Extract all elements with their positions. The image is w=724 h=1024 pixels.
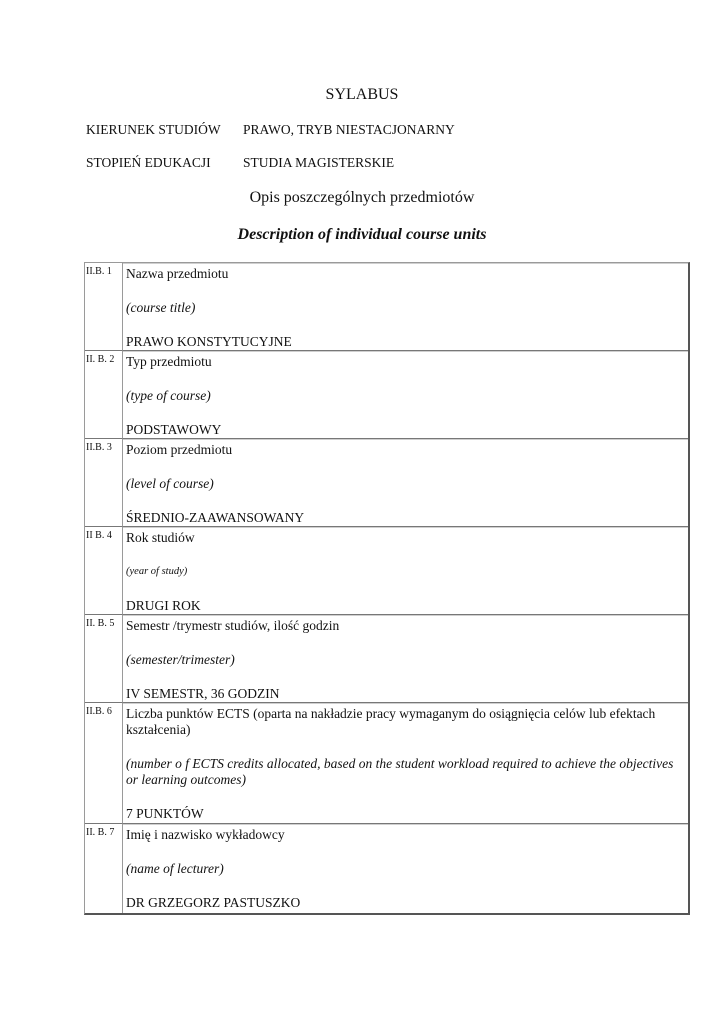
row-body (123, 439, 688, 527)
table-row (85, 824, 688, 913)
table-row (85, 527, 688, 615)
row-label-en: (name of lecturer) (126, 861, 224, 876)
row-label-en: (number o f ECTS credits allocated, based on the student workload required to achieve the objectives or learning outcomes) (126, 756, 674, 787)
row-label-pl: Typ przedmiotu (126, 354, 212, 369)
document-title: SYLABUS (325, 86, 399, 103)
table-row (85, 439, 688, 527)
row-value: 7 PUNKTÓW (126, 806, 204, 821)
field-of-study-label: KIERUNEK STUDIÓW (86, 122, 221, 137)
row-label-en: (year of study) (126, 566, 188, 577)
row-body (123, 351, 688, 439)
row-value: PODSTAWOWY (126, 422, 222, 437)
subtitle-english: Description of individual course units (237, 226, 487, 243)
row-value: DRUGI ROK (126, 598, 201, 613)
row-body (123, 615, 688, 703)
field-of-study-value: PRAWO, TRYB NIESTACJONARNY (243, 122, 455, 137)
row-label-pl: Imię i nazwisko wykładowcy (126, 827, 285, 842)
row-code: II. B. 2 (85, 351, 123, 439)
row-label-en: (course title) (126, 300, 196, 315)
row-code: II.B. 1 (85, 263, 123, 351)
row-body (123, 263, 688, 351)
row-label-en: (level of course) (126, 476, 214, 491)
row-code: II.B. 3 (85, 439, 123, 527)
row-body (123, 527, 688, 615)
row-body (123, 703, 688, 824)
row-label-pl: Poziom przedmiotu (126, 442, 233, 457)
education-level-label: STOPIEŃ EDUKACJI (86, 155, 211, 170)
syllabus-table (84, 262, 690, 915)
table-row (85, 703, 688, 824)
subtitle-polish: Opis poszczególnych przedmiotów (249, 189, 475, 206)
row-value: IV SEMESTR, 36 GODZIN (126, 686, 280, 701)
row-value: DR GRZEGORZ PASTUSZKO (126, 895, 301, 910)
row-code: II. B. 7 (85, 824, 123, 913)
table-row (85, 615, 688, 703)
row-code: II B. 4 (85, 527, 123, 615)
row-code: II. B. 5 (85, 615, 123, 703)
education-level-line (86, 155, 394, 171)
row-body (123, 824, 688, 913)
row-label-pl: Nazwa przedmiotu (126, 266, 229, 281)
field-of-study-line (86, 122, 455, 138)
table-row (85, 263, 688, 351)
row-value: PRAWO KONSTYTUCYJNE (126, 334, 292, 349)
row-label-en: (semester/trimester) (126, 652, 235, 667)
row-label-pl: Rok studiów (126, 530, 195, 545)
row-label-en: (type of course) (126, 388, 211, 403)
row-label-pl: Liczba punktów ECTS (oparta na nakładzie pracy wymaganym do osiągnięcia celów lub efektach kształcenia) (126, 706, 656, 737)
row-code: II.B. 6 (85, 703, 123, 824)
table-row (85, 351, 688, 439)
education-level-value: STUDIA MAGISTERSKIE (243, 155, 395, 170)
row-value: ŚREDNIO-ZAAWANSOWANY (126, 510, 305, 525)
row-label-pl: Semestr /trymestr studiów, ilość godzin (126, 618, 340, 633)
